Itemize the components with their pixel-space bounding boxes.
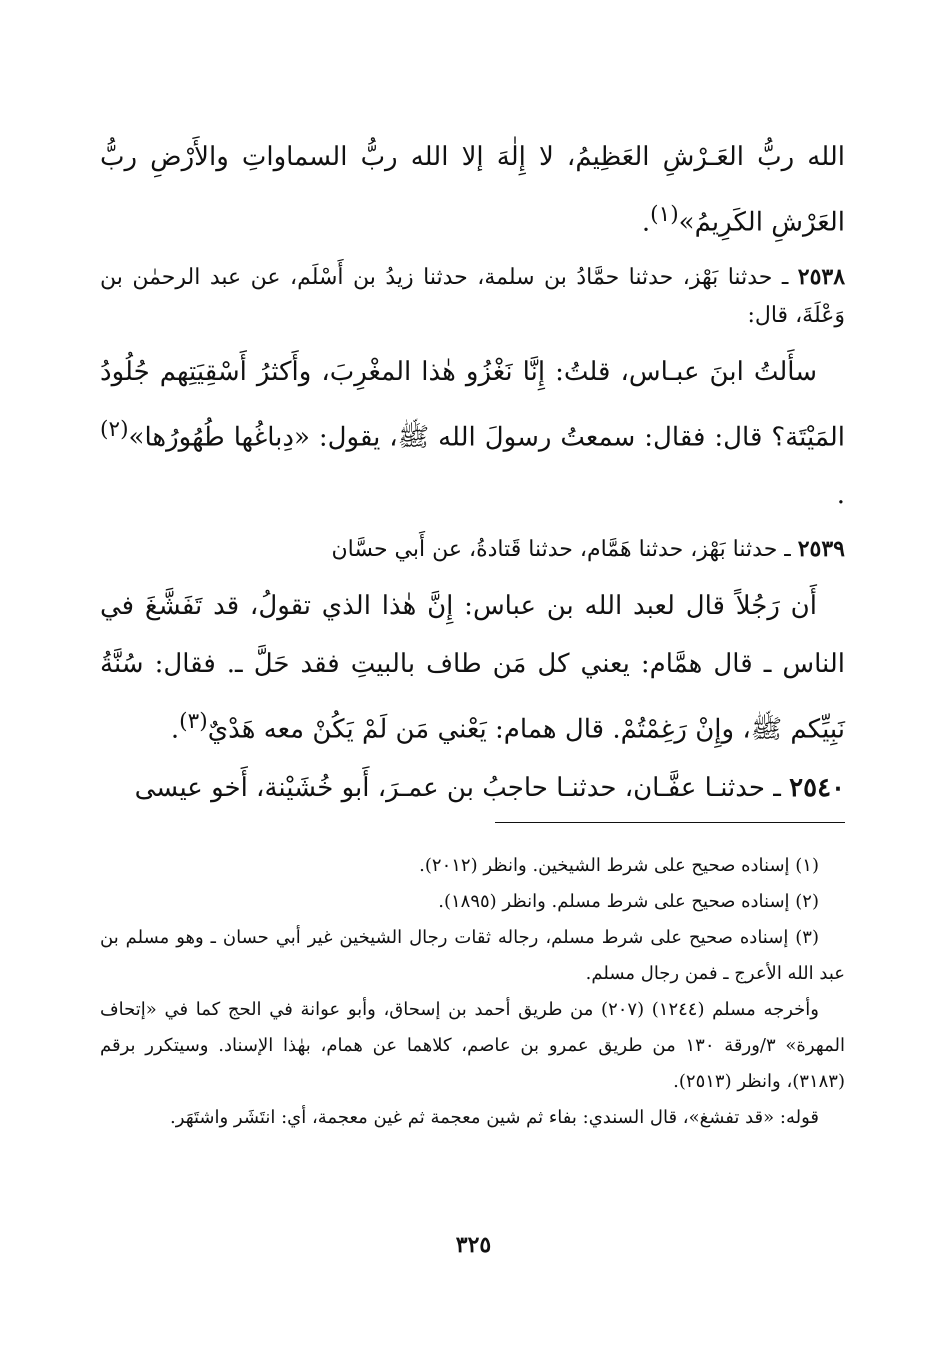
page-number: ٣٢٥ (455, 1232, 492, 1258)
hadith-number: ٢٥٤٠ (789, 772, 845, 803)
paragraph-text: سأَلتُ ابنَ عبـاس، قلتُ: إِنَّا نَغْزُو هٰذا المغْرِبَ، وأَكثرُ أَسْقِيَتِهم جُلُودُ المَيْتَة؟ قال: فقال: سمعتُ رسولَ الله ﷺ، يقول: «دِباغُها طُهُورُها» (100, 356, 845, 453)
footnote-2: (٢) إسناده صحيح على شرط مسلم. وانظر (١٨٩٥). (438, 891, 819, 912)
footnote-1: (١) إسناده صحيح على شرط الشيخين. وانظر (٢٠١٢). (419, 855, 819, 876)
hadith-number: ٢٥٣٩ (797, 536, 845, 563)
isnad-text: ـ حدثنا بَهْز، حدثنا هَمَّام، حدثنا قَتادةُ، عن أَبي حسَّان (331, 537, 798, 563)
hadith-number: ٢٥٣٨ (797, 263, 846, 290)
footnote-ref-3: (٣) (179, 709, 208, 735)
hadith-2539-matn (100, 577, 845, 759)
hadith-2539-isnad (100, 530, 845, 569)
footnote-3-gloss: قوله: «قد تفشغ»، قال السندي: بفاء ثم شين معجمة ثم غين معجمة، أي: انتَشَر واشتَهَر. (170, 1107, 819, 1128)
paragraph-end: . (641, 207, 651, 238)
hadith-ending-paragraph (100, 128, 845, 252)
isnad-text: ـ حدثنـا عفَّـان، حدثنـا حاجبُ بن عمـرَ، أَبو خُشَيْنة، أَخو عيسى (134, 772, 790, 803)
footnotes (100, 848, 845, 1136)
paragraph-text: الله ربُّ العَـرْشِ العَظِيمُ، لا إِلٰهَ إلا الله ربُّ السماواتِ والأَرْضِ ربُّ العَرْشِ الكَرِيمُ» (100, 142, 845, 238)
isnad-text: ـ حدثنا بَهْز، حدثنا حمَّادُ بن سلمة، حدثنا زيدُ بن أَسْلَم، عن عبد الرحمٰن بن وَعْلَةَ، قال: (100, 264, 845, 328)
footnote-3: (٣) إسناده صحيح على شرط مسلم، رجاله ثقات رجال الشيخين غير أبي حسان ـ وهو مسلم بن عبد الله الأعرج ـ فمن رجال مسلم. (100, 927, 845, 984)
footnote-separator (495, 822, 845, 823)
footnote-3-continued: وأخرجه مسلم (١٢٤٤) (٢٠٧) من طريق أحمد بن إسحاق، وأبو عوانة في الحج كما في «إتحاف المهرة» ٣/ورقة ١٣٠ من طريق عمرو بن عاصم، كلاهما عن همام، بهٰذا الإسناد. وسيتكرر برقم (٣١٨٣)، وانظر (٢٥١٣). (100, 999, 845, 1092)
hadith-2538-isnad (100, 258, 845, 335)
hadith-2538-matn (100, 343, 845, 525)
paragraph-end: . (170, 714, 180, 745)
footnote-ref-2: (٢) (100, 416, 129, 442)
paragraph-end: . (836, 480, 845, 511)
footnote-ref-1: (١) (650, 202, 679, 227)
hadith-2540-isnad (100, 759, 845, 817)
paragraph-text: أَن رَجُلاً قال لعبد الله بن عباس: إِنَّ هٰذا الذي تقولُ، قد تَفَشَّغَ في الناس ـ قال همَّام: يعني كل مَن طاف بالبيتِ فقد حَلَّ ـ. فقال: سُنَّةُ نَبِيِّكم ﷺ، وإِنْ رَغِمْتُمْ. قال همام: يَعْني مَن لَمْ يَكُنْ معه هَدْيٌ (100, 591, 845, 745)
main-text (100, 128, 845, 817)
